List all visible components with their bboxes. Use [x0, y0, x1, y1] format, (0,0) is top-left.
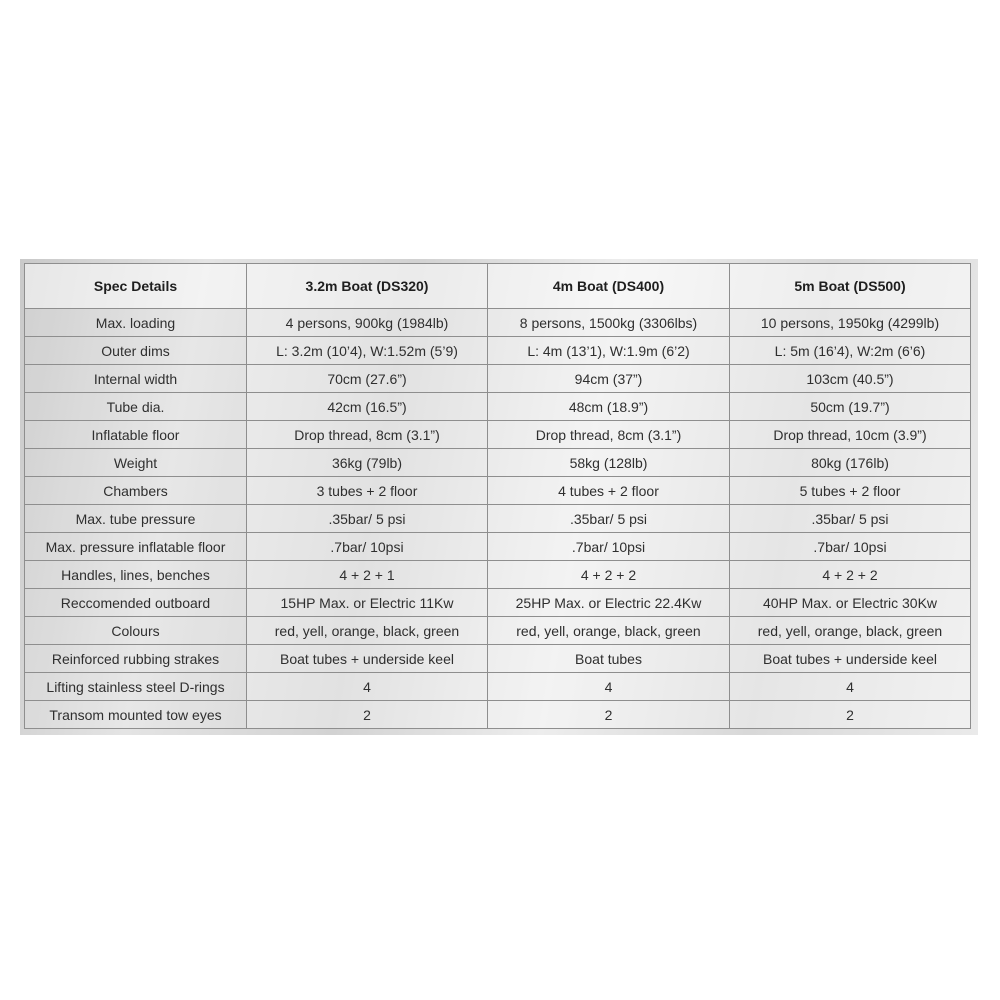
ds320-value: 36kg (79lb) [247, 449, 488, 477]
ds320-value: 3 tubes + 2 floor [247, 477, 488, 505]
spec-label: Handles, lines, benches [25, 561, 247, 589]
spec-label: Reinforced rubbing strakes [25, 645, 247, 673]
table-row [25, 701, 971, 729]
spec-label: Weight [25, 449, 247, 477]
table-row [25, 589, 971, 617]
ds500-value: 40HP Max. or Electric 30Kw [730, 589, 971, 617]
ds320-value: Drop thread, 8cm (3.1”) [247, 421, 488, 449]
ds320-value: .35bar/ 5 psi [247, 505, 488, 533]
spec-label: Outer dims [25, 337, 247, 365]
ds400-value: 8 persons, 1500kg (3306lbs) [488, 309, 730, 337]
spec-table [24, 263, 971, 729]
ds320-value: Boat tubes + underside keel [247, 645, 488, 673]
ds400-value: red, yell, orange, black, green [488, 617, 730, 645]
header-row [25, 264, 971, 309]
ds320-value: 4 [247, 673, 488, 701]
ds400-value: 94cm (37”) [488, 365, 730, 393]
ds500-value: 10 persons, 1950kg (4299lb) [730, 309, 971, 337]
table-row [25, 309, 971, 337]
spec-label: Lifting stainless steel D-rings [25, 673, 247, 701]
ds500-value: 4 + 2 + 2 [730, 561, 971, 589]
ds500-value: L: 5m (16’4), W:2m (6’6) [730, 337, 971, 365]
ds400-value: 25HP Max. or Electric 22.4Kw [488, 589, 730, 617]
ds500-value: Drop thread, 10cm (3.9”) [730, 421, 971, 449]
ds400-value: 2 [488, 701, 730, 729]
ds500-value: red, yell, orange, black, green [730, 617, 971, 645]
ds400-value: Drop thread, 8cm (3.1”) [488, 421, 730, 449]
ds500-value: 5 tubes + 2 floor [730, 477, 971, 505]
table-row [25, 533, 971, 561]
ds500-value: 4 [730, 673, 971, 701]
ds500-value: .35bar/ 5 psi [730, 505, 971, 533]
table-row [25, 449, 971, 477]
header-ds500: 5m Boat (DS500) [730, 264, 971, 309]
ds320-value: 42cm (16.5”) [247, 393, 488, 421]
ds320-value: L: 3.2m (10’4), W:1.52m (5’9) [247, 337, 488, 365]
table-row [25, 673, 971, 701]
ds400-value: 4 + 2 + 2 [488, 561, 730, 589]
ds320-value: red, yell, orange, black, green [247, 617, 488, 645]
ds500-value: Boat tubes + underside keel [730, 645, 971, 673]
header-spec-details: Spec Details [25, 264, 247, 309]
ds320-value: 15HP Max. or Electric 11Kw [247, 589, 488, 617]
ds400-value: .35bar/ 5 psi [488, 505, 730, 533]
spec-label: Max. loading [25, 309, 247, 337]
ds500-value: 50cm (19.7”) [730, 393, 971, 421]
ds400-value: L: 4m (13’1), W:1.9m (6’2) [488, 337, 730, 365]
table-row [25, 337, 971, 365]
ds500-value: 103cm (40.5”) [730, 365, 971, 393]
table-row [25, 393, 971, 421]
ds320-value: 4 + 2 + 1 [247, 561, 488, 589]
ds320-value: 4 persons, 900kg (1984lb) [247, 309, 488, 337]
ds400-value: Boat tubes [488, 645, 730, 673]
table-row [25, 477, 971, 505]
ds500-value: 80kg (176lb) [730, 449, 971, 477]
table-row [25, 645, 971, 673]
ds400-value: .7bar/ 10psi [488, 533, 730, 561]
spec-label: Max. pressure inflatable floor [25, 533, 247, 561]
spec-label: Colours [25, 617, 247, 645]
table-row [25, 561, 971, 589]
spec-table-body [25, 309, 971, 729]
spec-label: Inflatable floor [25, 421, 247, 449]
spec-label: Tube dia. [25, 393, 247, 421]
ds320-value: 2 [247, 701, 488, 729]
spec-label: Max. tube pressure [25, 505, 247, 533]
table-row [25, 617, 971, 645]
spec-label: Chambers [25, 477, 247, 505]
ds500-value: 2 [730, 701, 971, 729]
spec-label: Internal width [25, 365, 247, 393]
ds400-value: 4 [488, 673, 730, 701]
table-row [25, 365, 971, 393]
table-row [25, 421, 971, 449]
spec-label: Reccomended outboard [25, 589, 247, 617]
ds320-value: .7bar/ 10psi [247, 533, 488, 561]
table-row [25, 505, 971, 533]
ds320-value: 70cm (27.6”) [247, 365, 488, 393]
header-ds400: 4m Boat (DS400) [488, 264, 730, 309]
spec-table-panel [20, 259, 978, 735]
spec-label: Transom mounted tow eyes [25, 701, 247, 729]
ds500-value: .7bar/ 10psi [730, 533, 971, 561]
ds400-value: 58kg (128lb) [488, 449, 730, 477]
ds400-value: 48cm (18.9”) [488, 393, 730, 421]
header-ds320: 3.2m Boat (DS320) [247, 264, 488, 309]
ds400-value: 4 tubes + 2 floor [488, 477, 730, 505]
